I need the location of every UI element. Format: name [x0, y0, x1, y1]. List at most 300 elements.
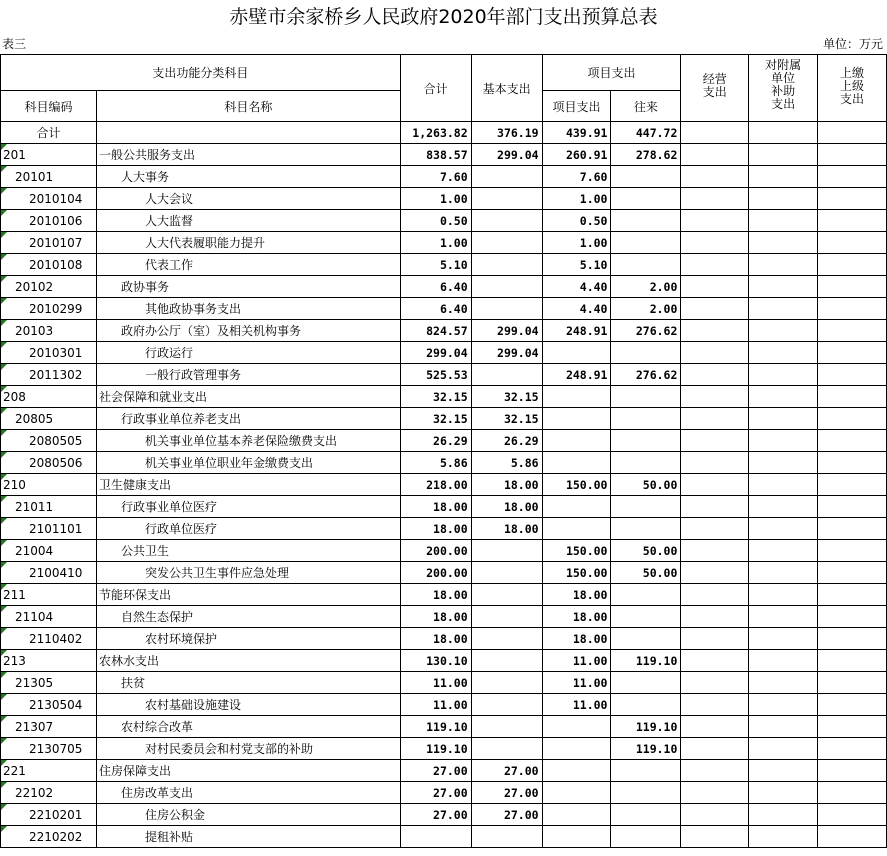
table-row: [1, 320, 887, 342]
transfer-value: [611, 166, 681, 188]
upper-value: [818, 144, 887, 166]
subject-code: 2130504: [1, 694, 97, 716]
operating-value: [681, 364, 749, 386]
subject-name: 行政事业单位养老支出: [96, 408, 400, 430]
operating-value: [681, 254, 749, 276]
transfer-value: [611, 232, 681, 254]
sheet-title: 赤壁市余家桥乡人民政府2020年部门支出预算总表: [229, 6, 658, 28]
operating-value: [681, 232, 749, 254]
subject-name: 机关事业单位基本养老保险缴费支出: [96, 430, 400, 452]
transfer-value: [611, 584, 681, 606]
table-row: [1, 166, 887, 188]
upper-value: [818, 540, 887, 562]
transfer-value: 276.62: [611, 364, 681, 386]
transfer-value: 119.10: [611, 716, 681, 738]
transfer-value: [611, 826, 681, 848]
transfer-value: [611, 672, 681, 694]
subsidy-value: [749, 804, 818, 826]
basic-value: 299.04: [471, 144, 542, 166]
subject-code: 2110402: [1, 628, 97, 650]
operating-value: [681, 672, 749, 694]
total-value: 299.04: [400, 342, 471, 364]
total-value: 130.10: [400, 650, 471, 672]
subject-code: 211: [1, 584, 97, 606]
project-value: [542, 716, 611, 738]
project-value: [542, 760, 611, 782]
total-value: 27.00: [400, 804, 471, 826]
subject-code: 2010104: [1, 188, 97, 210]
header-code: 科目编码: [1, 91, 97, 122]
subsidy-value: [749, 232, 818, 254]
subject-name: 机关事业单位职业年金缴费支出: [96, 452, 400, 474]
header-project-exp: 项目支出: [542, 91, 611, 122]
table-row: [1, 342, 887, 364]
upper-value: [818, 210, 887, 232]
total-value: 824.57: [400, 320, 471, 342]
project-value: 11.00: [542, 672, 611, 694]
upper-value: [818, 694, 887, 716]
transfer-value: 119.10: [611, 650, 681, 672]
basic-value: 376.19: [471, 122, 542, 144]
project-value: 4.40: [542, 298, 611, 320]
total-value: [400, 826, 471, 848]
upper-value: [818, 342, 887, 364]
upper-value: [818, 496, 887, 518]
operating-value: [681, 606, 749, 628]
transfer-value: 50.00: [611, 474, 681, 496]
table-row: [1, 606, 887, 628]
project-value: [542, 804, 611, 826]
project-value: 150.00: [542, 540, 611, 562]
table-row: [1, 804, 887, 826]
budget-rows: [1, 122, 887, 848]
transfer-value: [611, 254, 681, 276]
table-row: [1, 782, 887, 804]
basic-value: 299.04: [471, 342, 542, 364]
total-value: 6.40: [400, 276, 471, 298]
project-value: [542, 452, 611, 474]
subsidy-value: [749, 122, 818, 144]
subject-name: 公共卫生: [96, 540, 400, 562]
subsidy-value: [749, 298, 818, 320]
subsidy-value: [749, 474, 818, 496]
subject-name: 社会保障和就业支出: [96, 386, 400, 408]
transfer-value: 50.00: [611, 562, 681, 584]
total-value: 0.50: [400, 210, 471, 232]
basic-value: 18.00: [471, 474, 542, 496]
subject-name: 农村基础设施建设: [96, 694, 400, 716]
transfer-value: 119.10: [611, 738, 681, 760]
total-value: 18.00: [400, 496, 471, 518]
upper-value: [818, 298, 887, 320]
basic-value: [471, 254, 542, 276]
project-value: [542, 518, 611, 540]
operating-value: [681, 782, 749, 804]
project-value: [542, 342, 611, 364]
basic-value: [471, 672, 542, 694]
operating-value: [681, 452, 749, 474]
subject-name: 卫生健康支出: [96, 474, 400, 496]
basic-value: [471, 562, 542, 584]
project-value: [542, 408, 611, 430]
basic-value: [471, 166, 542, 188]
subsidy-value: [749, 386, 818, 408]
header-name: 科目名称: [96, 91, 400, 122]
header-upper: 上缴 上级 支出: [818, 55, 887, 122]
subsidy-value: [749, 144, 818, 166]
operating-value: [681, 760, 749, 782]
subsidy-value: [749, 716, 818, 738]
operating-value: [681, 562, 749, 584]
basic-value: 26.29: [471, 430, 542, 452]
project-value: 1.00: [542, 188, 611, 210]
basic-value: 27.00: [471, 804, 542, 826]
upper-value: [818, 804, 887, 826]
upper-value: [818, 364, 887, 386]
transfer-value: [611, 210, 681, 232]
operating-value: [681, 122, 749, 144]
table-row: [1, 672, 887, 694]
project-value: [542, 826, 611, 848]
subject-code: 21305: [1, 672, 97, 694]
subject-name: 人大代表履职能力提升: [96, 232, 400, 254]
subject-name: 人大监督: [96, 210, 400, 232]
subject-name: 节能环保支出: [96, 584, 400, 606]
subject-code: 22102: [1, 782, 97, 804]
subject-code: 2010106: [1, 210, 97, 232]
operating-value: [681, 342, 749, 364]
subject-code: 2080506: [1, 452, 97, 474]
subject-code: 20805: [1, 408, 97, 430]
subject-code: 2210202: [1, 826, 97, 848]
total-value: 1.00: [400, 188, 471, 210]
project-value: 7.60: [542, 166, 611, 188]
total-value: 18.00: [400, 518, 471, 540]
operating-value: [681, 276, 749, 298]
transfer-value: [611, 430, 681, 452]
subject-code: 2011302: [1, 364, 97, 386]
subject-name: 农村综合改革: [96, 716, 400, 738]
table-row: [1, 826, 887, 848]
subject-name: 对村民委员会和村党支部的补助: [96, 738, 400, 760]
subject-name: 提租补贴: [96, 826, 400, 848]
upper-value: [818, 716, 887, 738]
subject-name: [96, 122, 400, 144]
transfer-value: 276.62: [611, 320, 681, 342]
table-row: [1, 408, 887, 430]
project-value: 1.00: [542, 232, 611, 254]
subject-code: 20102: [1, 276, 97, 298]
project-value: 439.91: [542, 122, 611, 144]
subsidy-value: [749, 430, 818, 452]
subsidy-value: [749, 320, 818, 342]
subsidy-value: [749, 826, 818, 848]
upper-value: [818, 562, 887, 584]
subsidy-value: [749, 628, 818, 650]
upper-value: [818, 430, 887, 452]
transfer-value: [611, 782, 681, 804]
header-total: 合计: [400, 55, 471, 122]
upper-value: [818, 738, 887, 760]
upper-value: [818, 628, 887, 650]
upper-value: [818, 408, 887, 430]
operating-value: [681, 298, 749, 320]
subject-name: 扶贫: [96, 672, 400, 694]
total-value: 11.00: [400, 694, 471, 716]
basic-value: [471, 606, 542, 628]
operating-value: [681, 694, 749, 716]
basic-value: [471, 584, 542, 606]
budget-table: [0, 54, 887, 848]
total-value: 27.00: [400, 782, 471, 804]
table-row: [1, 584, 887, 606]
total-value: 18.00: [400, 606, 471, 628]
table-row: [1, 694, 887, 716]
project-value: [542, 496, 611, 518]
basic-value: 299.04: [471, 320, 542, 342]
subject-code: 2210201: [1, 804, 97, 826]
table-row: [1, 386, 887, 408]
transfer-value: [611, 606, 681, 628]
table-row: [1, 496, 887, 518]
unit-label: 单位：万元: [822, 37, 883, 51]
upper-value: [818, 782, 887, 804]
table-row: [1, 210, 887, 232]
table-row: [1, 188, 887, 210]
transfer-value: 278.62: [611, 144, 681, 166]
project-value: 5.10: [542, 254, 611, 276]
table-row: [1, 540, 887, 562]
header-operating: 经营 支出: [681, 55, 749, 122]
subject-code: 2101101: [1, 518, 97, 540]
upper-value: [818, 584, 887, 606]
subsidy-value: [749, 694, 818, 716]
basic-value: 5.86: [471, 452, 542, 474]
total-value: 838.57: [400, 144, 471, 166]
total-value: 200.00: [400, 562, 471, 584]
basic-value: 27.00: [471, 760, 542, 782]
subsidy-value: [749, 342, 818, 364]
upper-value: [818, 386, 887, 408]
header-transfer: 往来: [611, 91, 681, 122]
basic-value: [471, 826, 542, 848]
upper-value: [818, 672, 887, 694]
subject-name: 政协事务: [96, 276, 400, 298]
header-project-group: 项目支出: [542, 55, 681, 91]
basic-value: [471, 364, 542, 386]
total-value: 525.53: [400, 364, 471, 386]
subsidy-value: [749, 540, 818, 562]
subsidy-value: [749, 166, 818, 188]
subsidy-value: [749, 672, 818, 694]
transfer-value: [611, 452, 681, 474]
subject-code: 2010108: [1, 254, 97, 276]
subject-name: 政府办公厅（室）及相关机构事务: [96, 320, 400, 342]
subject-name: 住房改革支出: [96, 782, 400, 804]
subject-code: 20101: [1, 166, 97, 188]
subsidy-value: [749, 562, 818, 584]
basic-value: 18.00: [471, 496, 542, 518]
operating-value: [681, 320, 749, 342]
subsidy-value: [749, 782, 818, 804]
transfer-value: [611, 694, 681, 716]
subject-code: 2130705: [1, 738, 97, 760]
operating-value: [681, 144, 749, 166]
basic-value: [471, 540, 542, 562]
subsidy-value: [749, 606, 818, 628]
basic-value: [471, 716, 542, 738]
subsidy-value: [749, 276, 818, 298]
upper-value: [818, 122, 887, 144]
operating-value: [681, 430, 749, 452]
subject-name: 一般公共服务支出: [96, 144, 400, 166]
header-basic: 基本支出: [471, 55, 542, 122]
project-value: 11.00: [542, 650, 611, 672]
total-value: 6.40: [400, 298, 471, 320]
subsidy-value: [749, 496, 818, 518]
upper-value: [818, 254, 887, 276]
subject-name: 行政事业单位医疗: [96, 496, 400, 518]
basic-value: [471, 694, 542, 716]
transfer-value: [611, 408, 681, 430]
transfer-value: 2.00: [611, 276, 681, 298]
transfer-value: [611, 760, 681, 782]
subsidy-value: [749, 584, 818, 606]
subject-code: 210: [1, 474, 97, 496]
subsidy-value: [749, 364, 818, 386]
total-value: 200.00: [400, 540, 471, 562]
project-value: [542, 738, 611, 760]
project-value: 260.91: [542, 144, 611, 166]
basic-value: 27.00: [471, 782, 542, 804]
subsidy-value: [749, 210, 818, 232]
upper-value: [818, 760, 887, 782]
subsidy-value: [749, 760, 818, 782]
basic-value: [471, 210, 542, 232]
subject-code: 2100410: [1, 562, 97, 584]
total-value: 18.00: [400, 584, 471, 606]
transfer-value: [611, 342, 681, 364]
subject-name: 代表工作: [96, 254, 400, 276]
upper-value: [818, 166, 887, 188]
project-value: [542, 430, 611, 452]
upper-value: [818, 518, 887, 540]
operating-value: [681, 496, 749, 518]
subject-name: 其他政协事务支出: [96, 298, 400, 320]
upper-value: [818, 474, 887, 496]
upper-value: [818, 188, 887, 210]
table-row: [1, 738, 887, 760]
total-value: 18.00: [400, 628, 471, 650]
project-value: 248.91: [542, 320, 611, 342]
subject-code: 20103: [1, 320, 97, 342]
table-row: [1, 518, 887, 540]
operating-value: [681, 386, 749, 408]
operating-value: [681, 166, 749, 188]
table-row: [1, 144, 887, 166]
transfer-value: 2.00: [611, 298, 681, 320]
basic-value: [471, 628, 542, 650]
subsidy-value: [749, 254, 818, 276]
subject-name: 自然生态保护: [96, 606, 400, 628]
project-value: 150.00: [542, 562, 611, 584]
header-subsidy: 对附属 单位 补助 支出: [749, 55, 818, 122]
project-value: 150.00: [542, 474, 611, 496]
subject-code: 213: [1, 650, 97, 672]
operating-value: [681, 738, 749, 760]
transfer-value: [611, 628, 681, 650]
operating-value: [681, 628, 749, 650]
basic-value: [471, 650, 542, 672]
project-value: [542, 386, 611, 408]
total-value: 5.10: [400, 254, 471, 276]
upper-value: [818, 276, 887, 298]
upper-value: [818, 826, 887, 848]
subject-code: 2080505: [1, 430, 97, 452]
table-number: 表三: [2, 37, 27, 51]
total-value: 26.29: [400, 430, 471, 452]
table-row: [1, 474, 887, 496]
project-value: 18.00: [542, 606, 611, 628]
subject-code: 21011: [1, 496, 97, 518]
transfer-value: 50.00: [611, 540, 681, 562]
basic-value: [471, 232, 542, 254]
table-row: [1, 628, 887, 650]
subsidy-value: [749, 738, 818, 760]
transfer-value: [611, 518, 681, 540]
project-value: 0.50: [542, 210, 611, 232]
total-value: 119.10: [400, 716, 471, 738]
table-row: [1, 760, 887, 782]
table-row: [1, 430, 887, 452]
operating-value: [681, 474, 749, 496]
operating-value: [681, 210, 749, 232]
subsidy-value: [749, 452, 818, 474]
basic-value: 32.15: [471, 408, 542, 430]
table-row: [1, 232, 887, 254]
subsidy-value: [749, 188, 818, 210]
upper-value: [818, 452, 887, 474]
operating-value: [681, 584, 749, 606]
operating-value: [681, 408, 749, 430]
subject-name: 人大会议: [96, 188, 400, 210]
total-value: 27.00: [400, 760, 471, 782]
operating-value: [681, 188, 749, 210]
project-value: 4.40: [542, 276, 611, 298]
basic-value: 18.00: [471, 518, 542, 540]
subject-code: 201: [1, 144, 97, 166]
subject-name: 住房保障支出: [96, 760, 400, 782]
table-row: [1, 276, 887, 298]
total-value: 1,263.82: [400, 122, 471, 144]
subject-name: 一般行政管理事务: [96, 364, 400, 386]
total-value: 32.15: [400, 386, 471, 408]
operating-value: [681, 716, 749, 738]
upper-value: [818, 606, 887, 628]
header-func-class: 支出功能分类科目: [1, 55, 401, 91]
table-row: [1, 364, 887, 386]
subject-code: 2010299: [1, 298, 97, 320]
basic-value: [471, 298, 542, 320]
total-value: 7.60: [400, 166, 471, 188]
total-value: 1.00: [400, 232, 471, 254]
total-value: 119.10: [400, 738, 471, 760]
subject-name: 人大事务: [96, 166, 400, 188]
subject-name: 农村环境保护: [96, 628, 400, 650]
project-value: 11.00: [542, 694, 611, 716]
project-value: 18.00: [542, 628, 611, 650]
subject-code: 21307: [1, 716, 97, 738]
